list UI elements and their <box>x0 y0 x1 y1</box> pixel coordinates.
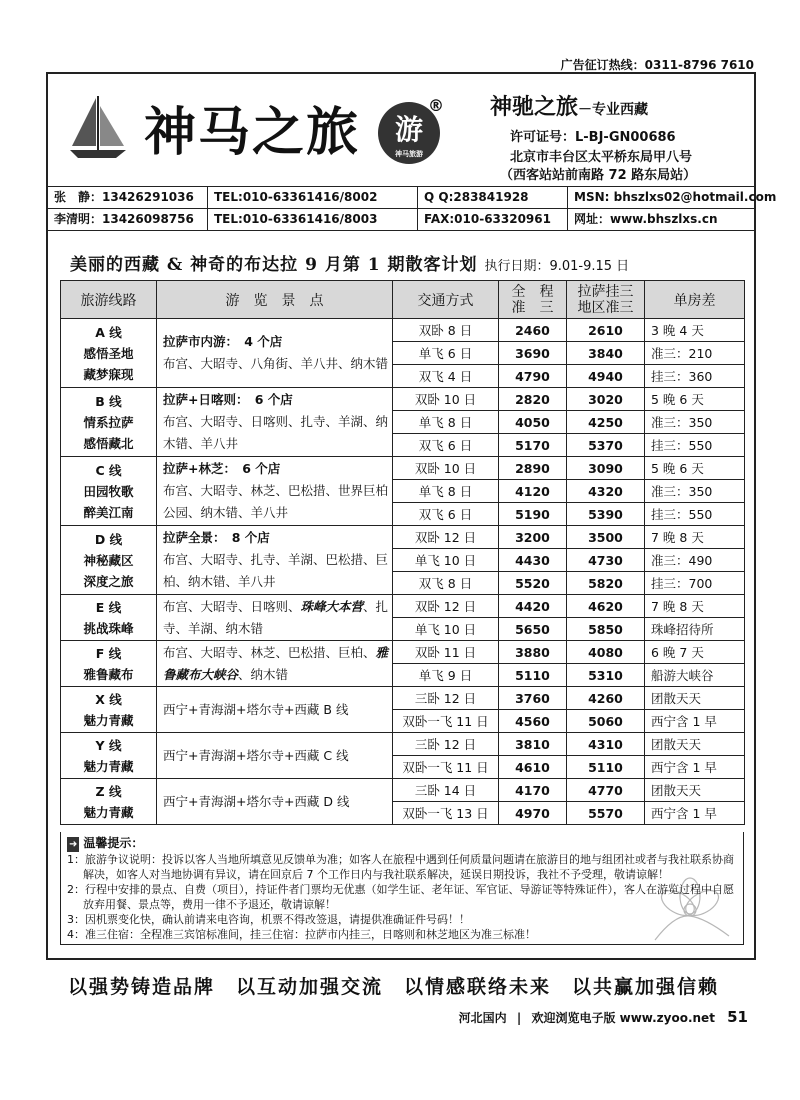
table-row <box>61 526 745 549</box>
transport: 双卧 8 日 <box>393 319 499 342</box>
lhasa-price: 4620 <box>567 595 645 618</box>
full-price: 2460 <box>499 319 567 342</box>
license-number: 许可证号：L-BJ-GN00686 <box>510 130 676 145</box>
col-single-room: 单房差 <box>645 281 745 319</box>
single-room-note: 西宁含 1 早 <box>645 710 745 733</box>
full-price: 5520 <box>499 572 567 595</box>
footer-section: 河北国内 <box>458 1011 507 1025</box>
full-price: 5190 <box>499 503 567 526</box>
route-b: B 线 情系拉萨 感悟藏北 <box>61 388 157 457</box>
transport: 双卧 12 日 <box>393 526 499 549</box>
lhasa-price: 5390 <box>567 503 645 526</box>
lhasa-price: 5370 <box>567 434 645 457</box>
transport: 单飞 8 日 <box>393 411 499 434</box>
full-price: 3200 <box>499 526 567 549</box>
full-price: 3690 <box>499 342 567 365</box>
contact-table <box>48 186 777 231</box>
table-row <box>61 319 745 342</box>
lhasa-price: 4080 <box>567 641 645 664</box>
transport: 双卧 11 日 <box>393 641 499 664</box>
full-price: 4120 <box>499 480 567 503</box>
transport: 三卧 14 日 <box>393 779 499 802</box>
lhasa-price: 5570 <box>567 802 645 825</box>
route-d: D 线 神秘藏区 深度之旅 <box>61 526 157 595</box>
logo-seal-caption: 神马旅游 <box>395 150 423 158</box>
transport: 单飞 10 日 <box>393 549 499 572</box>
single-room-note: 准三：210 <box>645 342 745 365</box>
single-room-note: 准三：350 <box>645 480 745 503</box>
advertisement-frame <box>46 72 777 998</box>
transport: 双飞 6 日 <box>393 434 499 457</box>
single-room-note: 5 晚 6 天 <box>645 457 745 480</box>
col-route: 旅游线路 <box>61 281 157 319</box>
route-c: C 线 田园牧歌 醉美江南 <box>61 457 157 526</box>
single-room-note: 挂三：550 <box>645 434 745 457</box>
transport: 双卧一飞 13 日 <box>393 802 499 825</box>
tour-price-table <box>60 280 745 825</box>
single-room-note: 挂三：550 <box>645 503 745 526</box>
flower-decoration-icon <box>645 874 735 944</box>
single-room-note: 船游大峡谷 <box>645 664 745 687</box>
lhasa-price: 5820 <box>567 572 645 595</box>
full-price: 4170 <box>499 779 567 802</box>
brand-subtitle: －专业西藏 <box>578 102 649 118</box>
route-b-sites: 拉萨+日喀则： 6 个店 布宫、大昭寺、日喀则、扎寺、羊湖、纳木错、羊八井 <box>157 388 393 457</box>
route-y: Y 线 魅力青藏 <box>61 733 157 779</box>
single-room-note: 西宁含 1 早 <box>645 802 745 825</box>
brand-title <box>490 90 648 121</box>
single-room-note: 团散天天 <box>645 687 745 710</box>
lhasa-price: 4940 <box>567 365 645 388</box>
full-price: 5170 <box>499 434 567 457</box>
single-room-note: 7 晚 8 天 <box>645 526 745 549</box>
lhasa-price: 5310 <box>567 664 645 687</box>
lhasa-price: 3840 <box>567 342 645 365</box>
page-number: 51 <box>727 1008 748 1026</box>
transport: 双飞 8 日 <box>393 572 499 595</box>
transport: 双飞 6 日 <box>393 503 499 526</box>
transport: 单飞 8 日 <box>393 480 499 503</box>
full-price: 4560 <box>499 710 567 733</box>
single-room-note: 准三：350 <box>645 411 745 434</box>
lhasa-price: 4730 <box>567 549 645 572</box>
logo-seal-glyph: 游 <box>394 113 423 146</box>
tip-item: 2：行程中安排的景点、自费（项目），持证件者门票均无优惠（如学生证、老年证、军官证、导游证等特殊证件），客人在游览过程中自愿放弃用餐、景点等，费用一律不予退还，敬请谅解！ <box>67 883 734 911</box>
full-price: 3810 <box>499 733 567 756</box>
full-price: 4790 <box>499 365 567 388</box>
header <box>48 74 754 186</box>
single-room-note: 7 晚 8 天 <box>645 595 745 618</box>
single-room-note: 挂三：360 <box>645 365 745 388</box>
registered-mark: ® <box>428 96 444 115</box>
contact-name: 李清明：13426098756 <box>48 209 208 230</box>
full-price: 3880 <box>499 641 567 664</box>
route-a: A 线 感悟圣地 藏梦寐现 <box>61 319 157 388</box>
tips-title: ➜ 温馨提示： <box>67 836 737 852</box>
lhasa-price: 4320 <box>567 480 645 503</box>
single-room-note: 准三：490 <box>645 549 745 572</box>
single-room-note: 5 晚 6 天 <box>645 388 745 411</box>
transport: 双卧 10 日 <box>393 388 499 411</box>
transport: 双卧 12 日 <box>393 595 499 618</box>
full-price: 2820 <box>499 388 567 411</box>
route-y-sites: 西宁+青海湖+塔尔寺+西藏 C 线 <box>157 733 393 779</box>
transport: 三卧 12 日 <box>393 733 499 756</box>
table-row <box>61 457 745 480</box>
table-row <box>61 641 745 664</box>
address-note: （西客站站前南路 72 路东局站） <box>500 168 697 183</box>
plan-dates: 执行日期：9.01-9.15 日 <box>484 259 630 274</box>
transport: 双卧一飞 11 日 <box>393 710 499 733</box>
transport: 单飞 9 日 <box>393 664 499 687</box>
single-room-note: 团散天天 <box>645 779 745 802</box>
single-room-note: 挂三：700 <box>645 572 745 595</box>
lhasa-price: 2610 <box>567 319 645 342</box>
single-room-note: 3 晚 4 天 <box>645 319 745 342</box>
col-sites: 游 览 景 点 <box>157 281 393 319</box>
sailboat-logo-icon <box>60 92 136 162</box>
contact-name: 张 静：13426291036 <box>48 187 208 208</box>
page-footer <box>0 1008 800 1026</box>
contact-msn: MSN: bhszlxs02@hotmail.com <box>574 190 777 204</box>
plan-title <box>70 250 629 275</box>
lhasa-price: 3090 <box>567 457 645 480</box>
ad-hotline: 广告征订热线：0311-8796 7610 <box>560 58 754 72</box>
route-e: E 线 挑战珠峰 <box>61 595 157 641</box>
transport: 双卧一飞 11 日 <box>393 756 499 779</box>
route-f: F 线 雅鲁藏布 <box>61 641 157 687</box>
tip-item: 1：旅游争议说明：投诉以客人当地所填意见反馈单为准；如客人在旅程中遇到任何质量问题请在旅游目的地与组团社或者与我社联系协商解决，如客人对当地协调有异议，请在回京后 7 个工作日内与我社联系解决，延误日期投诉，我社不予受理，敬请谅解！ <box>67 853 734 881</box>
single-room-note: 珠峰招待所 <box>645 618 745 641</box>
transport: 双卧 10 日 <box>393 457 499 480</box>
table-row <box>61 595 745 618</box>
table-row <box>61 779 745 802</box>
route-x-sites: 西宁+青海湖+塔尔寺+西藏 B 线 <box>157 687 393 733</box>
table-row <box>61 687 745 710</box>
full-price: 4970 <box>499 802 567 825</box>
lhasa-price: 4260 <box>567 687 645 710</box>
contact-row <box>48 187 777 209</box>
contact-fax: FAX:010-63320961 <box>418 209 568 230</box>
lhasa-price: 5850 <box>567 618 645 641</box>
lhasa-price: 4310 <box>567 733 645 756</box>
transport: 三卧 12 日 <box>393 687 499 710</box>
table-row <box>61 388 745 411</box>
route-a-sites: 拉萨市内游： 4 个店 布宫、大昭寺、八角街、羊八井、纳木错 <box>157 319 393 388</box>
full-price: 4610 <box>499 756 567 779</box>
route-e-sites: 布宫、大昭寺、日喀则、珠峰大本营、扎寺、羊湖、纳木错 <box>157 595 393 641</box>
col-transport: 交通方式 <box>393 281 499 319</box>
footer-tagline: 欢迎浏览电子版 www.zyoo.net <box>531 1011 715 1025</box>
full-price: 4050 <box>499 411 567 434</box>
route-z: Z 线 魅力青藏 <box>61 779 157 825</box>
full-price: 3760 <box>499 687 567 710</box>
transport: 单飞 10 日 <box>393 618 499 641</box>
transport: 单飞 6 日 <box>393 342 499 365</box>
lhasa-price: 3500 <box>567 526 645 549</box>
brand-name: 神驰之旅 <box>490 95 579 120</box>
table-header-row <box>61 281 745 319</box>
contact-qq: Q Q:283841928 <box>418 187 568 208</box>
col-lhasa-price: 拉萨挂三 地区准三 <box>567 281 645 319</box>
lhasa-price: 5110 <box>567 756 645 779</box>
address: 北京市丰台区太平桥东局甲八号 <box>510 150 693 165</box>
contact-tel: TEL:010-63361416/8002 <box>208 187 418 208</box>
tip-item: 3：因机票变化快，确认前请来电咨询，机票不得改签退，请提供准确证件号码！！ <box>67 913 470 926</box>
full-price: 5110 <box>499 664 567 687</box>
lhasa-price: 4770 <box>567 779 645 802</box>
plan-title-text: 美丽的西藏 & 神奇的布达拉 9 月第 1 期散客计划 <box>70 255 478 275</box>
route-f-sites: 布宫、大昭寺、林芝、巴松措、巨柏、雅鲁藏布大峡谷、纳木错 <box>157 641 393 687</box>
route-c-sites: 拉萨+林芝： 6 个店 布宫、大昭寺、林芝、巴松措、世界巨柏公园、纳木错、羊八井 <box>157 457 393 526</box>
lhasa-price: 4250 <box>567 411 645 434</box>
route-x: X 线 魅力青藏 <box>61 687 157 733</box>
full-price: 5650 <box>499 618 567 641</box>
footer-separator: | <box>516 1011 522 1025</box>
contact-row <box>48 209 754 231</box>
contact-tel: TEL:010-63361416/8003 <box>208 209 418 230</box>
full-price: 2890 <box>499 457 567 480</box>
tips-box <box>60 832 744 945</box>
route-d-sites: 拉萨全景： 8 个店 布宫、大昭寺、扎寺、羊湖、巴松措、巨柏、纳木错、羊八井 <box>157 526 393 595</box>
single-room-note: 6 晚 7 天 <box>645 641 745 664</box>
logo-wordmark: 神马之旅 <box>144 102 361 163</box>
col-full-price: 全 程 准 三 <box>499 281 567 319</box>
full-price: 4430 <box>499 549 567 572</box>
single-room-note: 西宁含 1 早 <box>645 756 745 779</box>
route-z-sites: 西宁+青海湖+塔尔寺+西藏 D 线 <box>157 779 393 825</box>
table-row <box>61 733 745 756</box>
contact-website: 网址：www.bhszlxs.cn <box>574 212 718 226</box>
lhasa-price: 3020 <box>567 388 645 411</box>
full-price: 4420 <box>499 595 567 618</box>
transport: 双飞 4 日 <box>393 365 499 388</box>
lhasa-price: 5060 <box>567 710 645 733</box>
slogan: 以强势铸造品牌 以互动加强交流 以情感联络未来 以共赢加强信赖 <box>68 976 720 998</box>
single-room-note: 团散天天 <box>645 733 745 756</box>
tip-item: 4：准三住宿：全程准三宾馆标准间，挂三住宿：拉萨市内挂三，日喀则和林芝地区为准三标准！ <box>67 928 536 941</box>
